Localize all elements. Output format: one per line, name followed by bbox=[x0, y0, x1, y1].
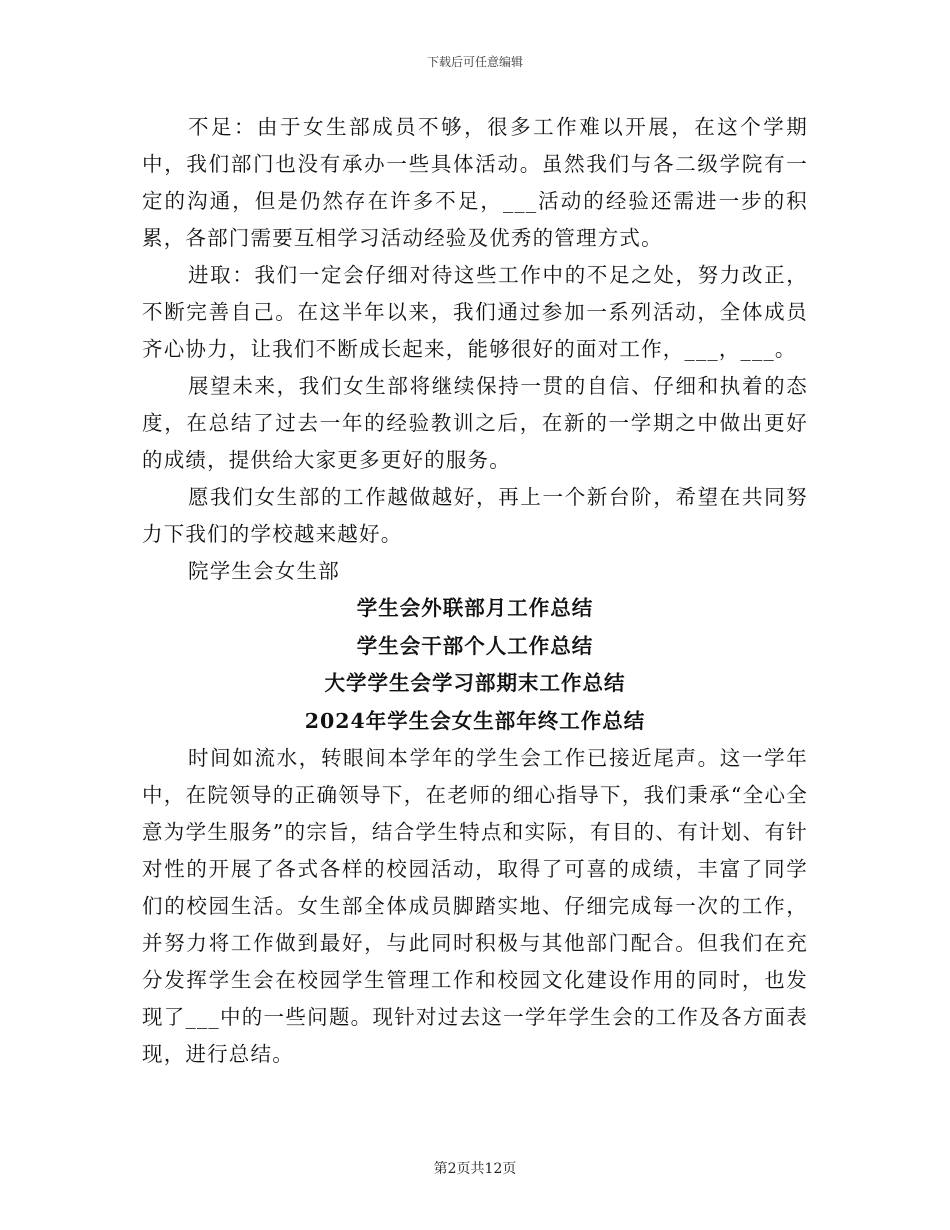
title-study-dept-summary: 大学学生会学习部期末工作总结 bbox=[324, 671, 626, 695]
paragraph-wish: 愿我们女生部的工作越做越好，再上一个新台阶，希望在共同努力下我们的学校越来越好。 bbox=[142, 485, 808, 546]
title-cadre-summary: 学生会干部个人工作总结 bbox=[356, 633, 594, 658]
title-liaison-summary: 学生会外联部月工作总结 bbox=[356, 596, 594, 620]
paragraph-shortcomings: 不足：由于女生部成员不够，很多工作难以开展，在这个学期中，我们部门也没有承办一些具体活动。虽然我们与各二级学院有一定的沟通，但是仍然存在许多不足，___活动的经验还需进一步的积累，各部门需要互相学习活动经验及优秀的管理方式。 bbox=[142, 115, 808, 250]
paragraph-intro: 时间如流水，转眼间本学年的学生会工作已接近尾声。这一学年中，在院领导的正确领导下，在老师的细心指导下，我们秉承“全心全意为学生服务”的宗旨，结合学生特点和实际，有目的、有计划、有针对性的开展了各式各样的校园活动，取得了可喜的成绩，丰富了同学们的校园生活。女生部全体成员脚踏实地、仔细完成每一次的工作，并努力将工作做到最好，与此同时积极与其他部门配合。但我们在充分发挥学生会在校园学生管理工作和校园文化建设作用的同时，也发现了___中的一些问题。现针对过去这一学年学生会的工作及各方面表现，进行总结。 bbox=[142, 746, 808, 1066]
paragraph-outlook: 展望未来，我们女生部将继续保持一贯的自信、仔细和执着的态度，在总结了过去一年的经验教训之后，在新的一学期之中做出更好的成绩，提供给大家更多更好的服务。 bbox=[142, 374, 808, 472]
title-year-end-summary: 2024年学生会女生部年终工作总结 bbox=[304, 708, 646, 733]
paragraph-progress: 进取：我们一定会仔细对待这些工作中的不足之处，努力改正，不断完善自己。在这半年以来，我们通过参加一系列活动，全体成员齐心协力，让我们不断成长起来，能够很好的面对工作，___，___。 bbox=[142, 263, 808, 361]
paragraph-signature: 院学生会女生部 bbox=[188, 559, 340, 583]
page-header-note: 下载后可任意编辑 bbox=[426, 55, 523, 69]
page-footer-number: 第2页共12页 bbox=[433, 1161, 517, 1177]
document-body bbox=[142, 109, 808, 1073]
